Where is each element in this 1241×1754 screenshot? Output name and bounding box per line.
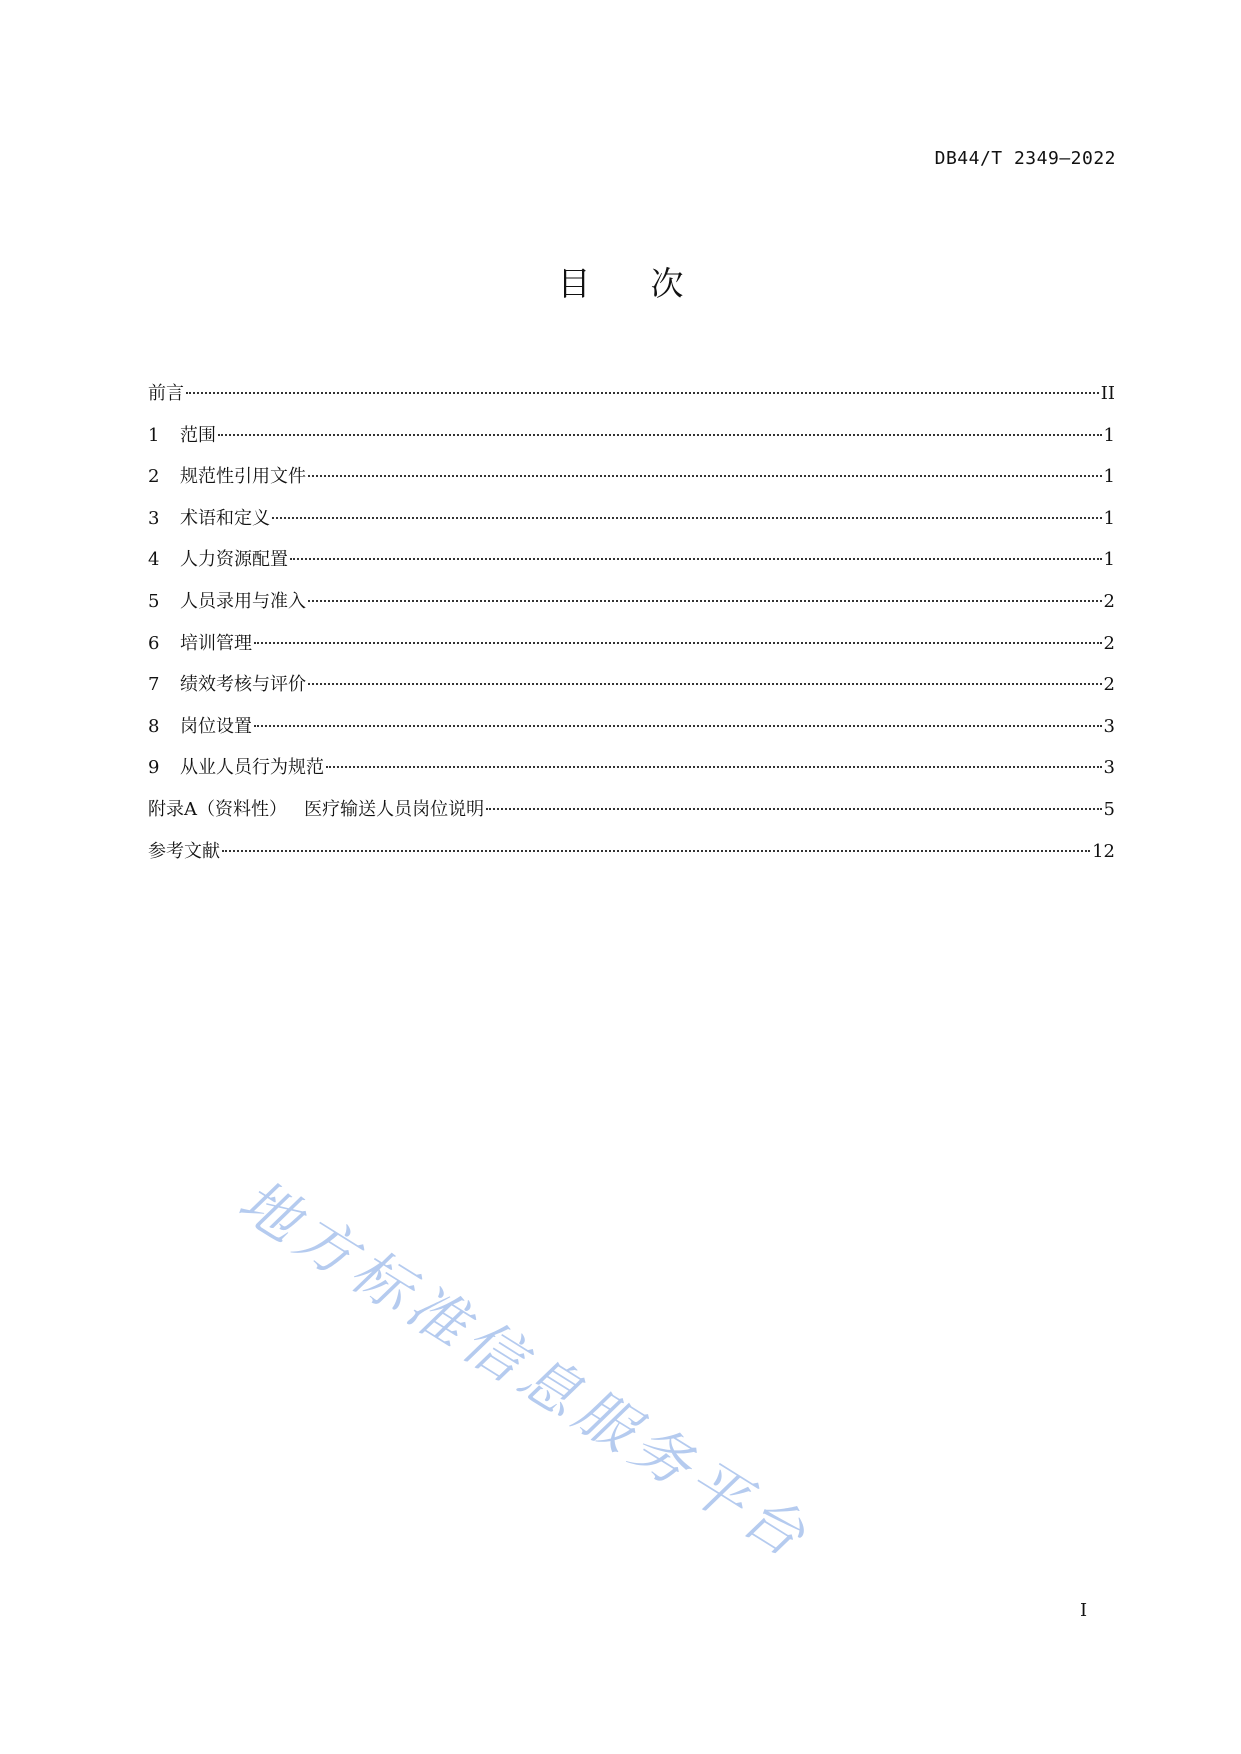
toc-entry-label: 术语和定义 [180, 507, 270, 529]
toc-entry-number: 3 [148, 507, 160, 529]
toc-entry-label: 绩效考核与评价 [180, 674, 306, 696]
page-number: I [1080, 1600, 1088, 1621]
toc-entry-label: 范围 [180, 424, 216, 446]
toc-entry-3[interactable] [148, 498, 1115, 540]
toc-entry-number: 1 [148, 424, 160, 446]
toc-entry-page: 1 [1103, 466, 1115, 488]
toc-entry-8[interactable] [148, 706, 1115, 748]
dot-leader [486, 808, 1101, 810]
toc-entry-page: 1 [1103, 424, 1115, 446]
toc-entry-label: 培训管理 [180, 632, 252, 654]
toc-entry-5[interactable] [148, 581, 1115, 623]
toc-entry-number: 4 [148, 549, 160, 571]
toc-entry-page: 3 [1103, 715, 1115, 737]
toc-entry-references[interactable] [148, 831, 1115, 873]
toc-entry-label: 人员录用与准入 [180, 590, 306, 612]
toc-entry-page: 2 [1103, 674, 1115, 696]
toc-entry-label: 从业人员行为规范 [180, 757, 324, 779]
dot-leader [308, 683, 1102, 685]
toc-entry-page: 3 [1103, 757, 1115, 779]
toc-entry-number: 5 [148, 590, 160, 612]
dot-leader [254, 642, 1102, 644]
toc-entry-page: 5 [1103, 798, 1115, 820]
toc-entry-number: 8 [148, 715, 160, 737]
toc-entry-2[interactable] [148, 456, 1115, 498]
toc-entry-1[interactable] [148, 415, 1115, 457]
toc-entry-page: 2 [1103, 590, 1115, 612]
dot-leader [186, 392, 1099, 394]
toc-entry-label: 人力资源配置 [180, 549, 288, 571]
dot-leader [326, 766, 1102, 768]
dot-leader [218, 434, 1102, 436]
toc-entry-4[interactable] [148, 539, 1115, 581]
toc-entry-appendix-a[interactable] [148, 789, 1115, 831]
watermark: 地方标准信息服务平台 [227, 1166, 823, 1574]
dot-leader [308, 600, 1102, 602]
toc-entry-label: 前言 [148, 383, 184, 404]
toc-entry-6[interactable] [148, 623, 1115, 665]
dot-leader [290, 558, 1102, 560]
toc-entry-9[interactable] [148, 747, 1115, 789]
toc-entry-page: 1 [1103, 507, 1115, 529]
toc-entry-number: 6 [148, 632, 160, 654]
dot-leader [254, 725, 1102, 727]
toc-entry-page: 2 [1103, 632, 1115, 654]
dot-leader [272, 517, 1102, 519]
dot-leader [222, 850, 1090, 852]
toc-entry-label: 附录A（资料性） 医疗输送人员岗位说明 [148, 798, 485, 820]
toc-entry-page: II [1100, 383, 1115, 404]
toc-entry-number: 2 [148, 466, 160, 488]
toc-entry-7[interactable] [148, 664, 1115, 706]
toc-entry-page: 12 [1092, 840, 1115, 862]
toc-entry-page: 1 [1103, 549, 1115, 571]
dot-leader [308, 475, 1102, 477]
table-of-contents [148, 373, 1115, 872]
toc-title: 目次 [557, 264, 744, 303]
toc-entry-label: 规范性引用文件 [180, 466, 306, 488]
toc-entry-label: 参考文献 [148, 840, 220, 862]
toc-entry-foreword[interactable] [148, 373, 1115, 415]
toc-entry-label: 岗位设置 [180, 715, 252, 737]
document-code: DB44/T 2349—2022 [934, 148, 1116, 169]
toc-entry-number: 7 [148, 674, 160, 696]
toc-entry-number: 9 [148, 757, 160, 779]
